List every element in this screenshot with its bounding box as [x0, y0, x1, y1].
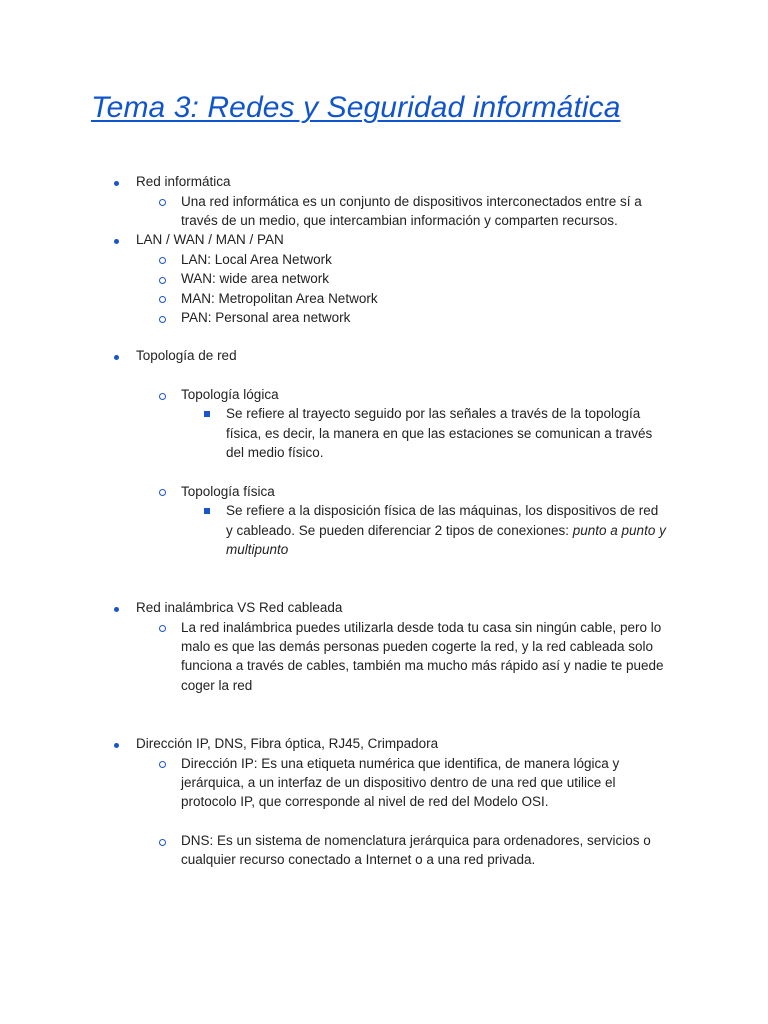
bullet-ring [159, 839, 166, 846]
bullet-ring [159, 625, 166, 632]
bullet-ring [159, 296, 166, 303]
document-title: Tema 3: Redes y Seguridad informática [91, 91, 621, 124]
list-item-text: multipunto [226, 542, 289, 557]
list-item-lan-wan: LAN / WAN / MAN / PAN [136, 232, 284, 247]
list-item-text: cualquier recurso conectado a Internet o a una red privada. [181, 852, 536, 867]
bullet-ring [159, 277, 166, 284]
list-item-text: Se refiere al trayecto seguido por las señales a través de la topología [226, 406, 641, 421]
text-run: y cableado. Se pueden diferenciar 2 tipos de conexiones: [226, 523, 573, 538]
italic-run: punto a punto y [572, 523, 666, 538]
list-item-text: física, es decir, la manera en que las estaciones se comunican a través [226, 426, 653, 441]
list-item-topologia-logica: Topología lógica [181, 387, 279, 402]
list-item-text: La red inalámbrica puedes utilizarla desde toda tu casa sin ningún cable, pero lo [181, 620, 662, 635]
list-item-text: funciona a través de cables, también ma mucho más rápido así y nadie te puede [181, 658, 664, 673]
list-item-topologia-fisica: Topología física [181, 484, 275, 499]
bullet-ring [159, 393, 166, 400]
list-item-text: Dirección IP: Es una etiqueta numérica que identifica, de manera lógica y [181, 756, 620, 771]
bullet-dot [114, 239, 119, 244]
list-item-text [226, 521, 666, 541]
list-item-text: DNS: Es un sistema de nomenclatura jerárquica para ordenadores, servicios o [181, 833, 651, 848]
bullet-ring [159, 199, 166, 206]
list-item-text: través de un medio, que intercambian información y comparten recursos. [181, 213, 618, 228]
bullet-dot [114, 355, 119, 360]
list-item-inalambrica: Red inalámbrica VS Red cableada [136, 600, 343, 615]
list-item-lan: LAN: Local Area Network [181, 252, 332, 267]
list-item-text: coger la red [181, 678, 253, 693]
bullet-dot [114, 743, 119, 748]
bullet-square [204, 508, 210, 514]
list-item-text: Se refiere a la disposición física de las máquinas, los dispositivos de red [226, 503, 659, 518]
list-item-text: Una red informática es un conjunto de dispositivos interconectados entre sí a [181, 194, 642, 209]
list-item-text: malo es que las demás personas pueden cogerte la red, y la red cableada solo [181, 639, 654, 654]
bullet-ring [159, 316, 166, 323]
list-item-wan: WAN: wide area network [181, 271, 330, 286]
list-item-text: del medio físico. [226, 445, 324, 460]
bullet-ring [159, 257, 166, 264]
bullet-ring [159, 489, 166, 496]
bullet-dot [114, 607, 119, 612]
list-item-direccion: Dirección IP, DNS, Fibra óptica, RJ45, Crimpadora [136, 736, 439, 751]
list-item-text: protocolo IP, que corresponde al nivel de red del Modelo OSI. [181, 794, 549, 809]
bullet-dot [114, 181, 119, 186]
list-item-topologia: Topología de red [136, 348, 237, 363]
list-item-man: MAN: Metropolitan Area Network [181, 291, 378, 306]
list-item-text: jerárquica, a un interfaz de un dispositivo dentro de una red que utilice el [181, 775, 616, 790]
bullet-square [204, 411, 210, 417]
list-item-red-informatica: Red informática [136, 174, 231, 189]
bullet-ring [159, 761, 166, 768]
list-item-pan: PAN: Personal area network [181, 310, 351, 325]
